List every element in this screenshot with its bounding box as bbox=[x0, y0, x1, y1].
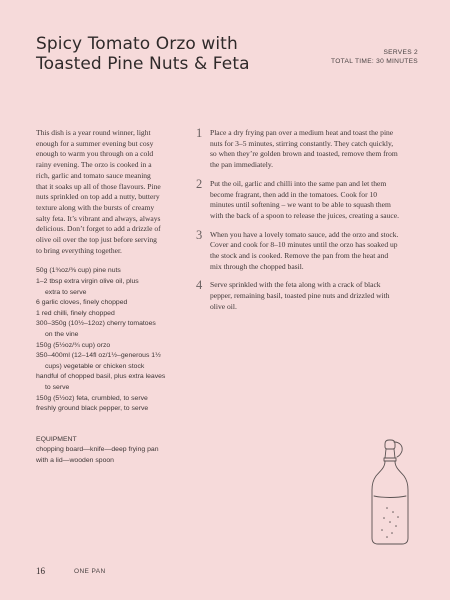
step-line: the pan immediately. bbox=[210, 160, 274, 170]
ingredient-item: 150g (5½oz/¾ cup) orzo bbox=[36, 341, 111, 349]
step-number: 2 bbox=[196, 176, 203, 191]
step-line: When you have a lovely tomato sauce, add the orzo and stock. bbox=[210, 229, 399, 239]
intro-paragraph bbox=[36, 128, 188, 256]
step-text bbox=[210, 280, 422, 312]
ingredient-item: 6 garlic cloves, finely chopped bbox=[36, 299, 128, 307]
ingredient-item: 1 red chilli, finely chopped bbox=[36, 309, 115, 317]
equipment-section bbox=[36, 435, 188, 467]
ingredient-item: handful of chopped basil, plus extra leaves bbox=[36, 373, 166, 381]
equipment-heading: EQUIPMENT bbox=[36, 435, 77, 443]
ingredient-item: freshly ground black pepper, to serve bbox=[36, 405, 149, 413]
equipment-line: with a lid—wooden spoon bbox=[36, 456, 114, 464]
step-text bbox=[210, 230, 422, 273]
ingredient-item: 1–2 tbsp extra virgin olive oil, plus bbox=[36, 278, 139, 286]
step-number: 1 bbox=[196, 126, 203, 140]
step-text bbox=[210, 179, 422, 222]
section-name: ONE PAN bbox=[74, 568, 106, 575]
ingredient-item-continued: cups) vegetable or chicken stock bbox=[45, 362, 145, 370]
step-line: minutes until softening – we want to be able to squash them bbox=[210, 200, 391, 210]
swing-top-bottle-icon bbox=[365, 438, 415, 548]
method-step bbox=[196, 128, 422, 171]
left-column bbox=[36, 128, 188, 467]
intro-line: that it soaks up all of those flavours. Pine bbox=[36, 181, 161, 191]
step-line: olive oil. bbox=[210, 301, 237, 311]
step-line: mix through the chopped basil. bbox=[210, 261, 304, 271]
intro-line: enough for a summer evening but cosy bbox=[36, 138, 154, 148]
step-line: pepper, remaining basil, toasted pine nuts and drizzled with bbox=[210, 291, 390, 301]
intro-line: nuts sprinkled on top add a nutty, buttery bbox=[36, 192, 160, 202]
recipe-title-line: Spicy Tomato Orzo with bbox=[36, 34, 238, 54]
ingredient-item-continued: on the vine bbox=[45, 331, 79, 338]
intro-line: texture along with the bursts of creamy bbox=[36, 202, 155, 212]
step-line: Place a dry frying pan over a medium heat and toast the pine bbox=[210, 128, 394, 137]
intro-line: delicious. Don’t forget to add a drizzle of bbox=[36, 224, 161, 234]
step-line: Put the oil, garlic and chilli into the same pan and let them bbox=[210, 178, 387, 188]
step-line: Serve sprinkled with the feta along with a crack of black bbox=[210, 280, 381, 290]
intro-line: This dish is a year round winner, light bbox=[36, 128, 151, 137]
step-number: 3 bbox=[196, 227, 203, 242]
method-step bbox=[196, 176, 422, 222]
step-line: become fragrant, then add in the tomatoes. Cook for 10 bbox=[210, 189, 378, 199]
intro-line: rich, garlic and tomato sauce meaning bbox=[36, 170, 151, 180]
intro-line: salty feta. It’s vibrant and always, always bbox=[36, 213, 161, 223]
ingredient-item: 350–400ml (12–14fl oz/1½–generous 1½ bbox=[36, 352, 161, 360]
step-line: with the back of a spoon to release the juices, creating a sauce. bbox=[210, 210, 400, 220]
method-step bbox=[196, 227, 422, 273]
step-text bbox=[210, 128, 422, 171]
intro-line: rainy evening. The orzo is cooked in a bbox=[36, 160, 152, 170]
ingredient-item: 300–350g (10½–12oz) cherry tomatoes bbox=[36, 320, 156, 328]
equipment-line: chopping board—knife—deep frying pan bbox=[36, 446, 159, 454]
ingredient-item: 150g (5½oz) feta, crumbled, to serve bbox=[36, 394, 148, 402]
serves-label: SERVES 2 bbox=[383, 49, 418, 56]
recipe-title bbox=[36, 34, 266, 74]
intro-line: olive oil over the top just before serving bbox=[36, 235, 157, 245]
step-line: the stock and is cooked. Remove the pan from the heat and bbox=[210, 251, 389, 261]
total-time-label: TOTAL TIME: 30 MINUTES bbox=[331, 58, 418, 65]
intro-line: to bring everything together. bbox=[36, 245, 122, 255]
ingredient-item: 50g (1¾oz/⅜ cup) pine nuts bbox=[36, 267, 121, 275]
step-line: nuts for 3–5 minutes, stirring constantly. They catch quickly, bbox=[210, 138, 394, 148]
step-number: 4 bbox=[196, 278, 203, 293]
ingredient-list bbox=[36, 266, 188, 414]
method-steps bbox=[196, 128, 422, 321]
intro-line: enough to warm you through on a cold bbox=[36, 149, 154, 159]
method-step bbox=[196, 280, 422, 312]
ingredient-item-continued: to serve bbox=[45, 383, 70, 391]
ingredient-item-continued: extra to serve bbox=[45, 288, 87, 296]
page-number: 16 bbox=[36, 566, 45, 576]
step-line: Cover and cook for 8–10 minutes until the orzo has soaked up bbox=[210, 240, 398, 250]
recipe-title-line: Toasted Pine Nuts & Feta bbox=[36, 54, 250, 74]
recipe-meta bbox=[331, 48, 418, 66]
step-line: so when they’re golden brown and toasted, remove them from bbox=[210, 149, 398, 159]
